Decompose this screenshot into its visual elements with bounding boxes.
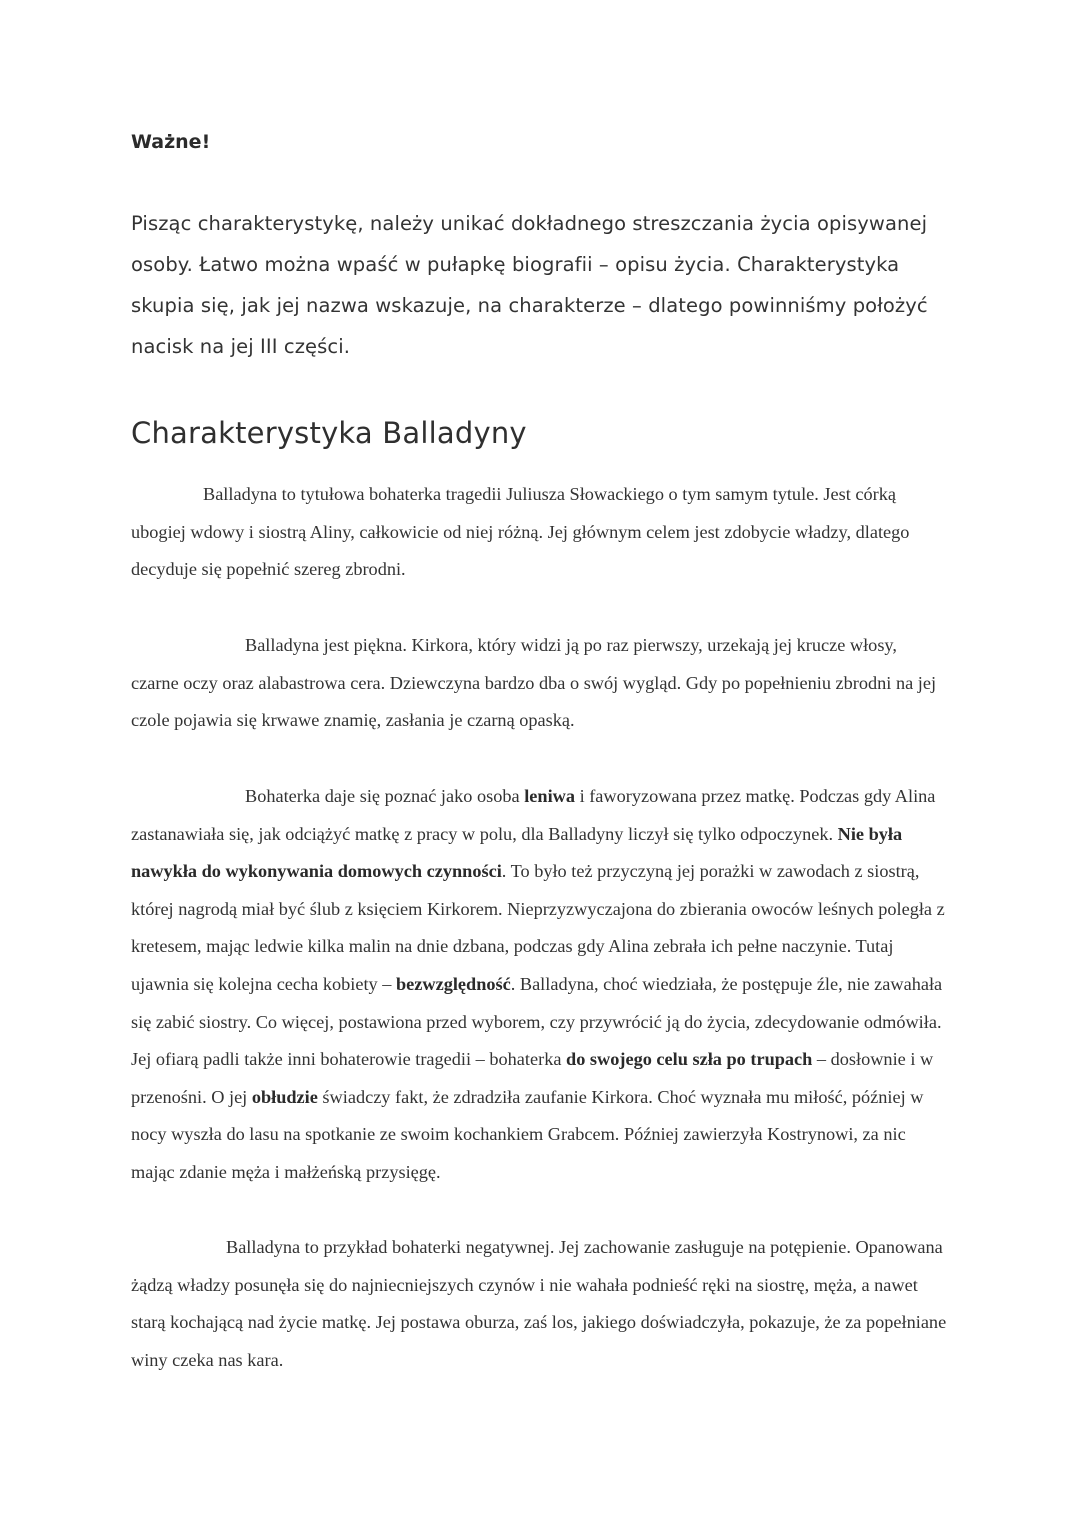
paragraph-intro: Balladyna to tytułowa bohaterka tragedii Juliusza Słowackiego o tym samym tytule. Jest córką ubogiej wdowy i siostrą Aliny, całkowicie od niej różną. Jej głównym celem jest zdobycie władzy, dlatego decyduje się popełnić szereg zbrodni. xyxy=(131,484,910,580)
text-run: . To było też przyczyną jej porażki w zawodach z siostrą, której nagrodą miał być ślub z księciem Kirkorem. Nieprzyzwyczajona do zbierania owoców leśnych poległa z kretesem, mając ledwie kilka malin na dnie dzbana, podczas gdy Alina zebrała ich pełne naczynie. Tutaj ujawnia się kolejna cecha kobiety – xyxy=(131,861,945,994)
bold-over-corpses: do swojego celu szła po trupach xyxy=(566,1049,813,1070)
text-run: i faworyzowana przez matkę. Podczas gdy Alina zastanawiała się, jak odciążyć matkę z pracy w polu, dla Balladyny liczył się tylko odpoczynek. xyxy=(131,786,936,844)
paragraph-appearance: Balladyna jest piękna. Kirkora, który widzi ją po raz pierwszy, urzekają jej krucze włosy, czarne oczy oraz alabastrowa cera. Dziewczyna bardzo dba o swój wygląd. Gdy po popełnieniu zbrodni na jej czole pojawia się krwawe znamię, zasłania je czarną opaską. xyxy=(131,635,937,731)
text-run: Bohaterka daje się poznać jako osoba xyxy=(245,786,525,806)
text-run: – dosłownie i w przenośni. O jej xyxy=(131,1049,934,1107)
note-label: Ważne! xyxy=(131,131,211,153)
bold-not-used-to-chores: Nie była nawykła do wykonywania domowych czynności xyxy=(131,823,903,882)
bold-lazy: leniwa xyxy=(524,786,575,806)
section-title: Charakterystyka Balladyny xyxy=(131,416,527,450)
paragraph-character xyxy=(131,778,949,1192)
note-text: Pisząc charakterystykę, należy unikać dokładnego streszczania życia opisywanej osoby. Łatwo można wpaść w pułapkę biografii – opisu życia. Charakterystyka skupia się, jak jej nazwa wskazuje, na charakterze – dlatego powinniśmy położyć nacisk na jej III części. xyxy=(131,212,928,358)
text-run: świadczy fakt, że zdradziła zaufanie Kirkora. Choć wyznała mu miłość, później w nocy wyszła do lasu na spotkanie ze swoim kochankiem Grabcem. Później zawierzyła Kostrynowi, za nic mając zdanie męża i małżeńską przysięgę. xyxy=(131,1086,924,1182)
bold-hypocrisy: obłudzie xyxy=(251,1086,318,1107)
text-run: . Balladyna, choć wiedziała, że postępuje źle, nie zawahała się zabić siostry. Co więcej, postawiona przed wyborem, czy przywrócić ją do życia, zdecydowanie odmówiła. Jej ofiarą padli także inni bohaterowie tragedii – bohaterka xyxy=(131,973,943,1070)
paragraph-conclusion: Balladyna to przykład bohaterki negatywnej. Jej zachowanie zasługuje na potępienie. Opanowana żądzą władzy posunęła się do najniecniejszych czynów i nie wahała podnieść ręki na siostrę, męża, a nawet starą kochającą nad życie matkę. Jej postawa oburza, zaś los, jakiego doświadczyła, pokazuje, że za popełniane winy czeka nas kara. xyxy=(131,1237,947,1370)
bold-ruthlessness: bezwzględność xyxy=(395,973,511,994)
